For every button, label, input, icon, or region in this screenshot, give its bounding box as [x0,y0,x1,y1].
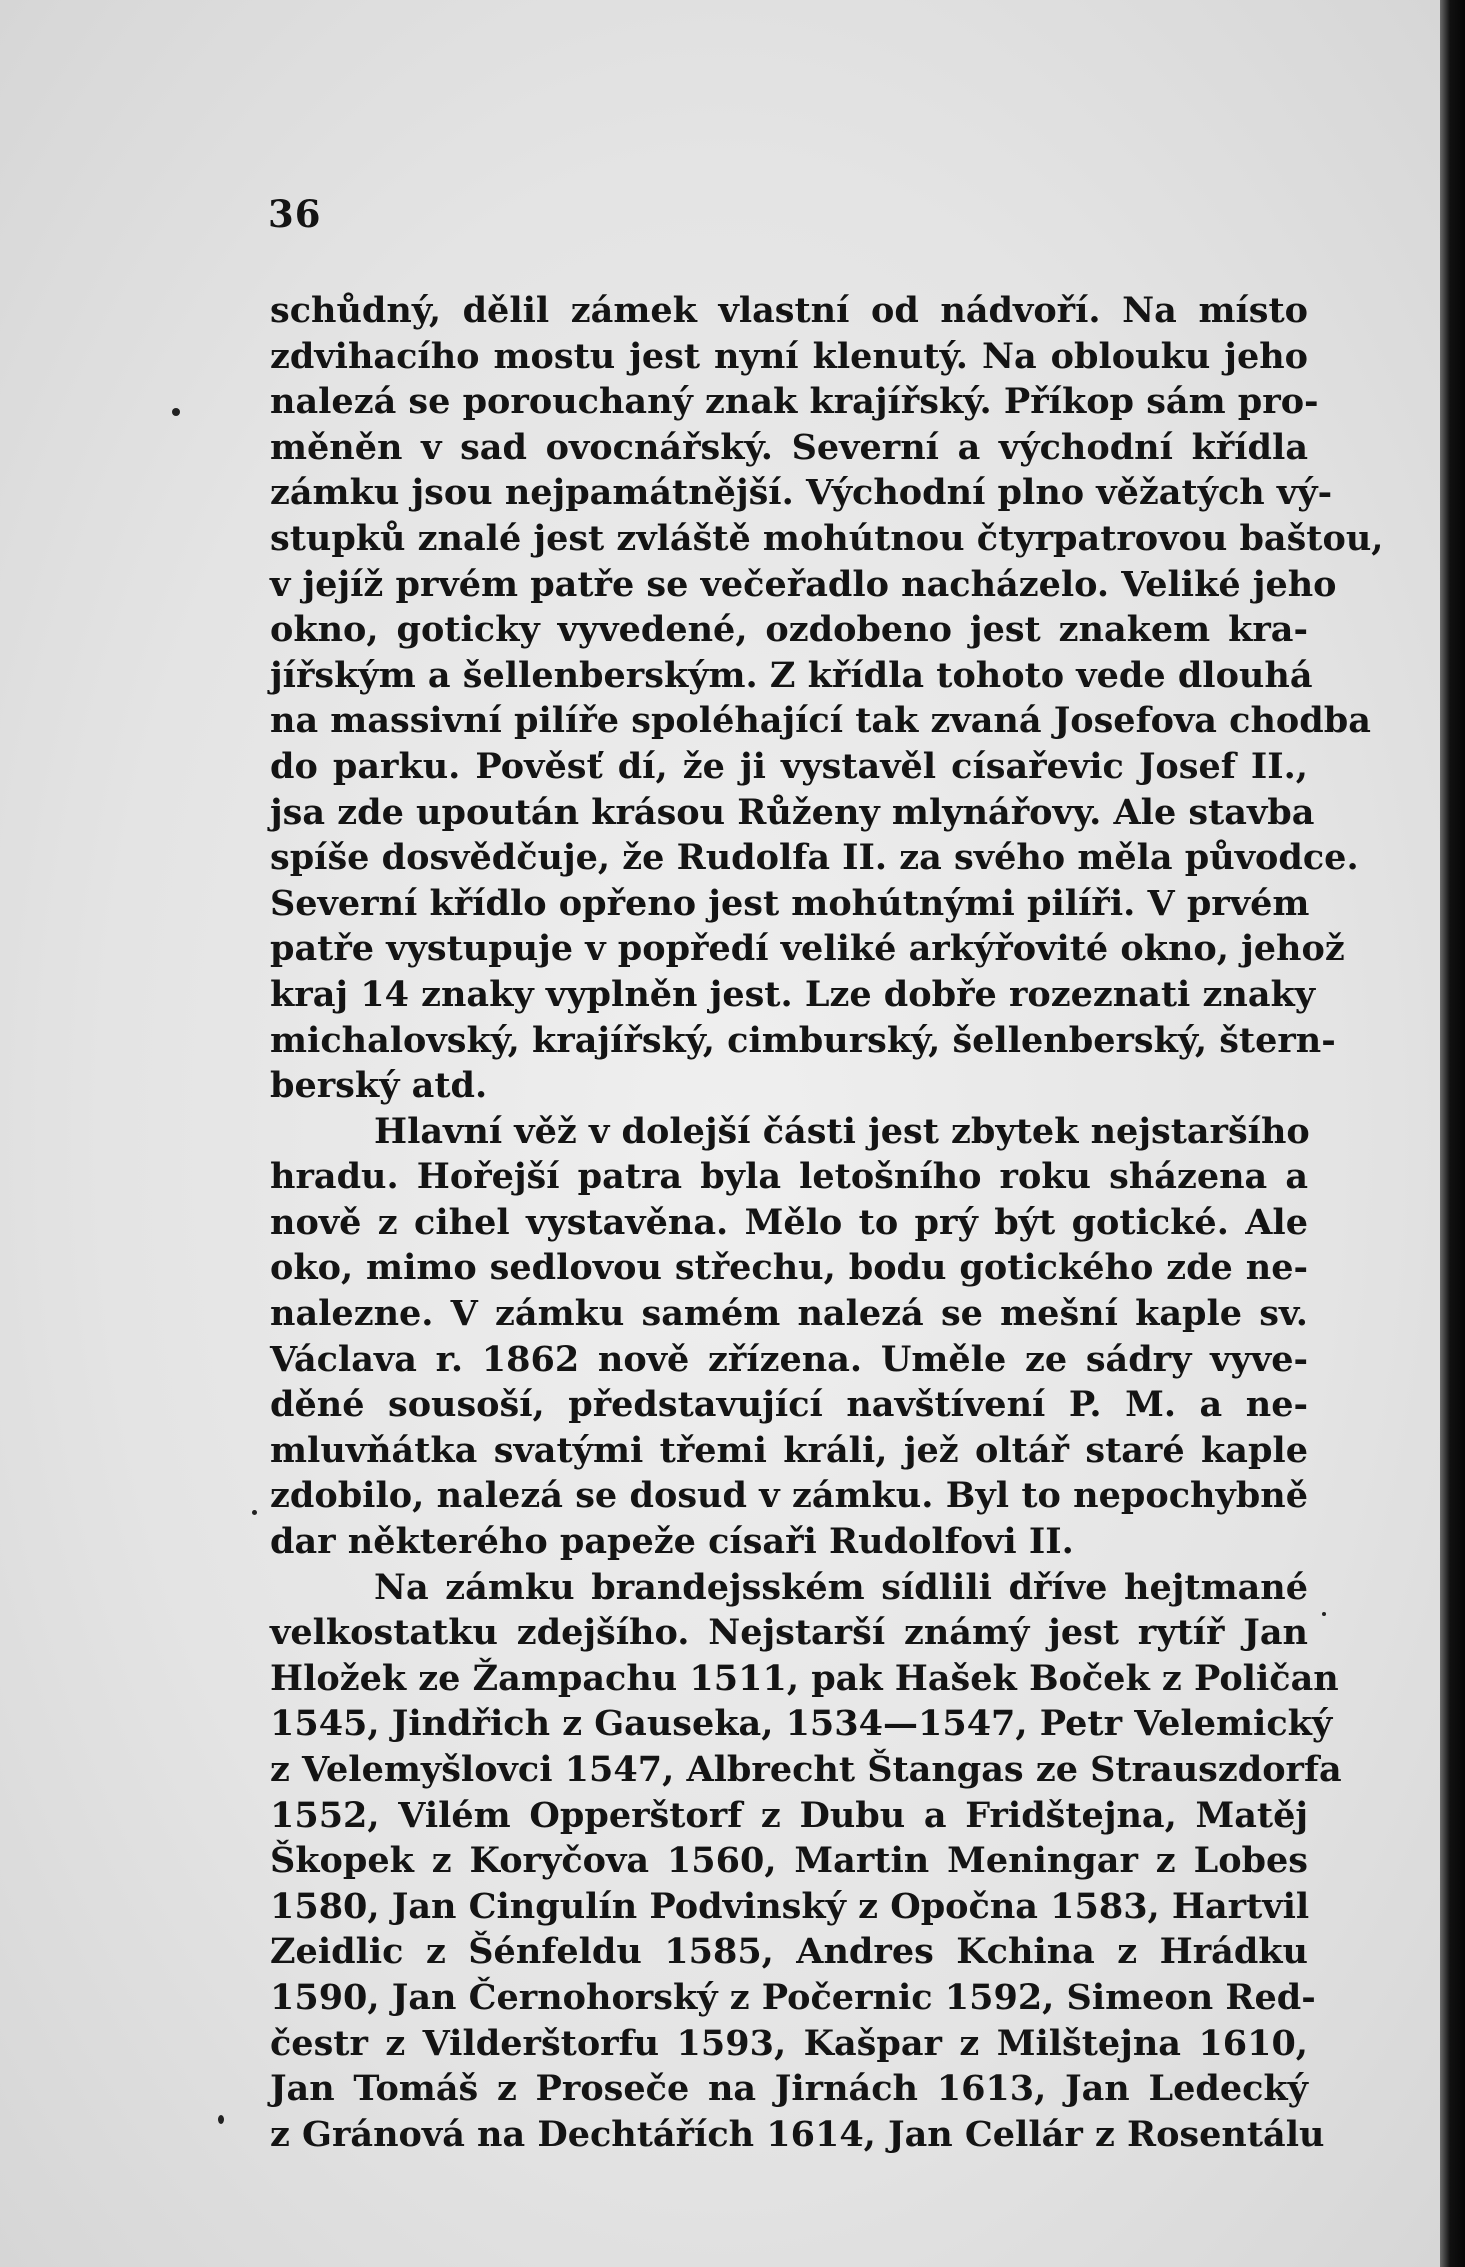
text-line: michalovský, krajířský, cimburský, šellenberský, štern- [270,1019,1336,1061]
text-line: Zeidlic z Šénfeldu 1585, Andres Kchina z Hrádku [270,1931,1308,1973]
text-line: schůdný, dělil zámek vlastní od nádvoří. Na místo [270,290,1308,331]
text-line: mluvňátka svatými třemi králi, jež oltář staré kaple [270,1429,1308,1471]
text-line: v jejíž prvém patře se večeřadlo nacházelo. Veliké jeho [270,563,1337,605]
text-line: 1545, Jindřich z Gauseka, 1534—1547, Petr Velemický [270,1703,1333,1745]
page-edge-shadow [1440,0,1465,2267]
print-speck [218,2115,224,2124]
text-line: kraj 14 znaky vyplněn jest. Lze dobře rozeznati znaky [270,973,1316,1015]
text-line: patře vystupuje v popředí veliké arkýřovité okno, jehož [270,928,1345,970]
text-line: velkostatku zdejšího. Nejstarší známý jest rytíř Jan [270,1612,1308,1654]
text-line: do parku. Pověsť dí, že ji vystavěl císařevic Josef II., [270,745,1308,787]
print-speck [252,1510,257,1515]
text-line: nalezne. V zámku samém nalezá se mešní kaple sv. [270,1293,1308,1335]
text-line: zámku jsou nejpamátnější. Východní plno věžatých vý- [270,472,1333,514]
body-text [270,288,1384,2157]
text-line: nalezá se porouchaný znak krajířský. Příkop sám pro- [270,381,1319,423]
text-line: děné sousoší, představující navštívení P. M. a ne- [270,1384,1308,1426]
text-line: Na zámku brandejsském sídlili dříve hejtmané [374,1566,1308,1608]
text-line: Václava r. 1862 nově zřízena. Uměle ze sádry vyve- [270,1338,1308,1380]
text-line: čestr z Vilderštorfu 1593, Kašpar z Milštejna 1610, [270,2022,1308,2064]
text-line: 1580, Jan Cingulín Podvinský z Opočna 1583, Hartvil [270,1885,1310,1927]
text-line: zdobilo, nalezá se dosud v zámku. Byl to nepochybně [270,1475,1308,1517]
text-line: hradu. Hořejší patra byla letošního roku sházena a [270,1156,1308,1198]
text-line: dar některého papeže císaři Rudolfovi II. [270,1521,1074,1563]
text-line: oko, mimo sedlovou střechu, bodu gotického zde ne- [270,1247,1308,1289]
text-line: jířským a šellenberským. Z křídla tohoto vede dlouhá [270,654,1313,696]
text-line: 1552, Vilém Opperštorf z Dubu a Fridštejna, Matěj [270,1794,1308,1836]
text-line: okno, goticky vyvedené, ozdobeno jest znakem kra- [270,609,1308,651]
text-line: na massivní pilíře spoléhající tak zvaná Josefova chodba [270,700,1371,742]
text-line: měněn v sad ovocnářský. Severní a východní křídla [270,426,1308,468]
text-line: nově z cihel vystavěna. Mělo to prý být gotické. Ale [270,1201,1308,1243]
text-line: jsa zde upoután krásou Růženy mlynářovy. Ale stavba [270,791,1315,833]
text-line: z Gránová na Dechtářích 1614, Jan Cellár z Rosentálu [270,2113,1325,2155]
text-line: zdvihacího mostu jest nyní klenutý. Na oblouku jeho [270,335,1308,377]
text-line: spíše dosvědčuje, že Rudolfa II. za svého měla původce. [270,837,1359,879]
print-speck [172,408,180,416]
text-line: Severní křídlo opřeno jest mohútnými pilíři. V prvém [270,882,1310,924]
text-line: Hlavní věž v dolejší části jest zbytek nejstaršího [374,1110,1310,1152]
print-speck [1322,1612,1326,1616]
text-line: Jan Tomáš z Proseče na Jirnách 1613, Jan Ledecký [270,2068,1308,2110]
text-line: z Velemyšlovci 1547, Albrecht Štangas ze Strauszdorfa [270,1749,1342,1790]
text-line: Škopek z Koryčova 1560, Martin Meningar z Lobes [270,1840,1308,1882]
text-line: Hložek ze Žampachu 1511, pak Hašek Boček z Poličan [270,1657,1339,1699]
text-line: stupků znalé jest zvláště mohútnou čtyrpatrovou baštou, [270,517,1384,559]
text-line: 1590, Jan Černohorský z Počernic 1592, Simeon Red- [270,1976,1316,2018]
page-number: 36 [268,192,322,236]
text-line: berský atd. [270,1065,488,1107]
